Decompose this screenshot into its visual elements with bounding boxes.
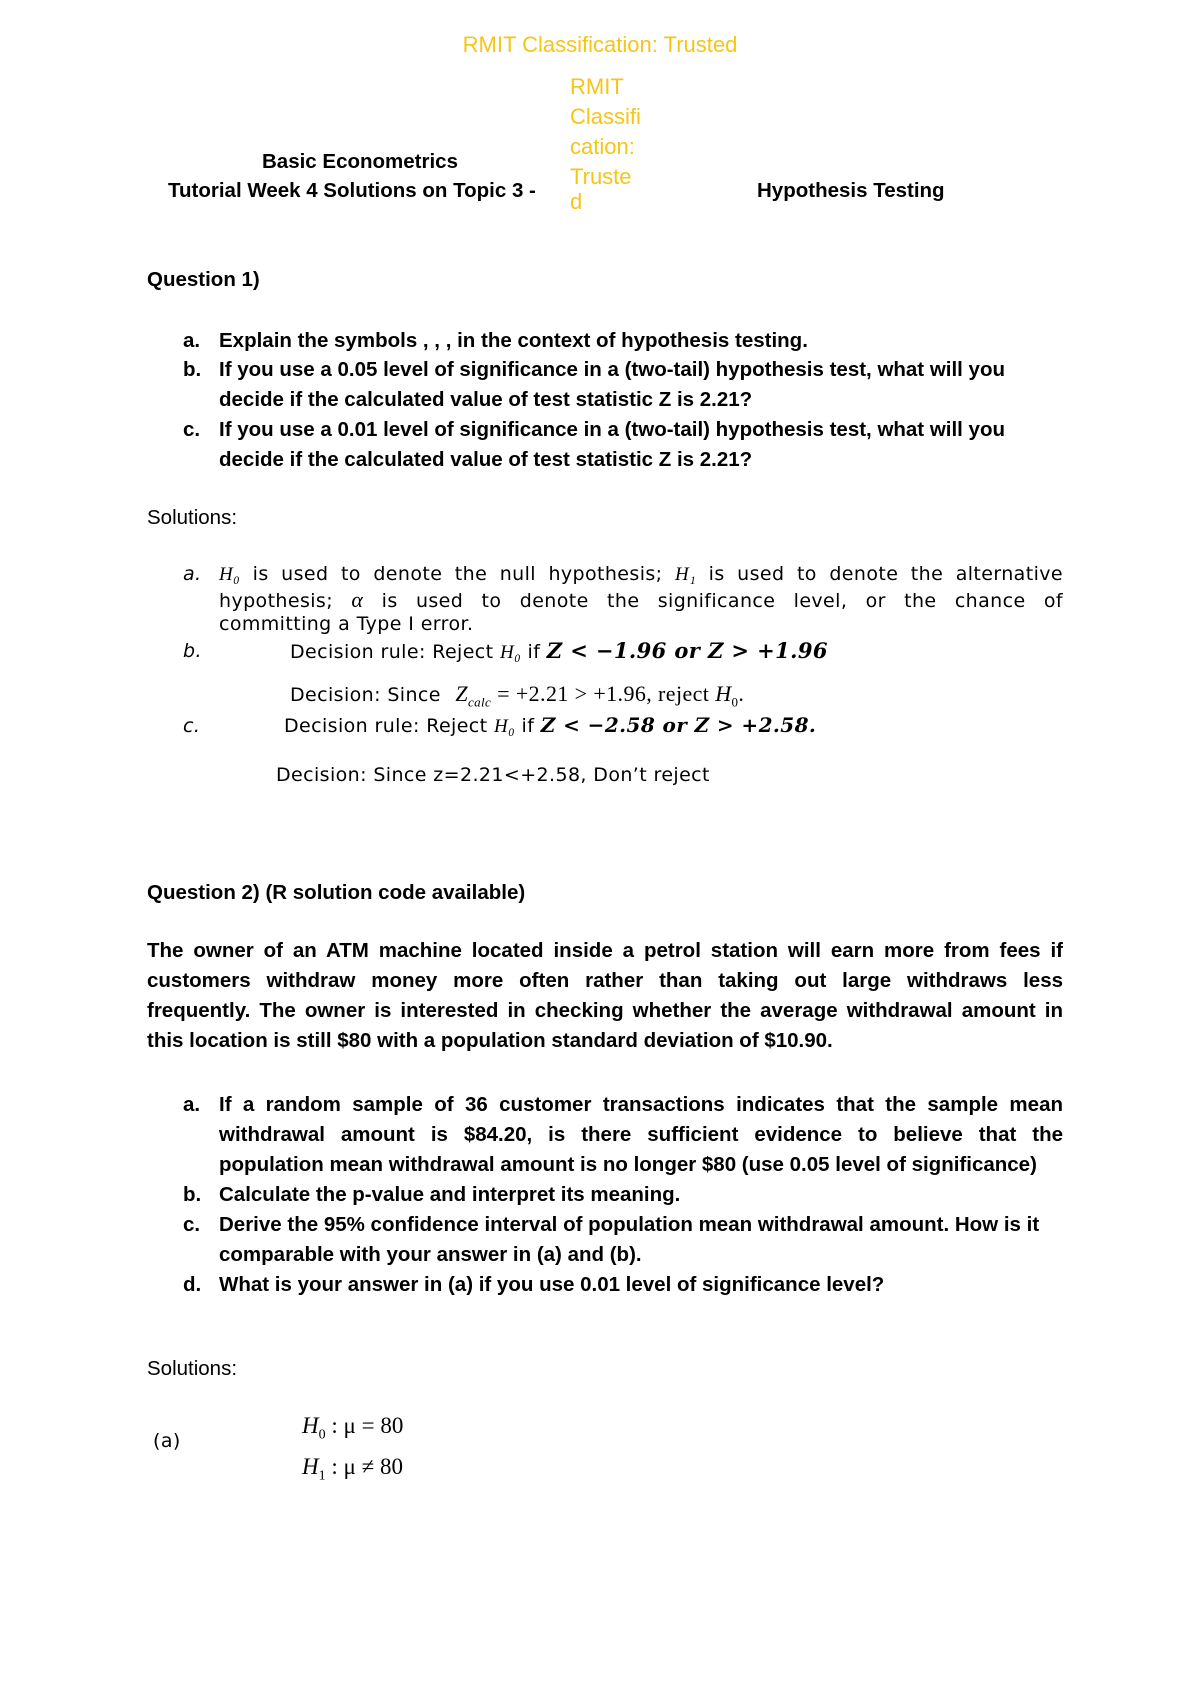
side-watermark-line: d: [570, 189, 583, 214]
q1-solutions-heading: Solutions:: [147, 506, 238, 529]
z-calc-symbol: Z: [455, 681, 468, 706]
hypothesis-subscript: 1: [318, 1468, 326, 1484]
item-label: a.: [183, 1093, 201, 1116]
course-title: Basic Econometrics: [262, 150, 458, 173]
alt-hypothesis-symbol: H₁: [675, 564, 697, 585]
solution-text: committing a Type I error.: [219, 613, 474, 635]
hypothesis-statement: : μ = 80: [331, 1413, 404, 1438]
alternative-hypothesis-equation: [302, 1454, 403, 1485]
q1-solution-c-rule: [284, 713, 816, 738]
null-hypothesis-equation: [302, 1413, 403, 1444]
solution-text: is used to denote the null hypothesis;: [252, 563, 663, 585]
item-text: Explain the symbols , , , in the context of hypothesis testing.: [219, 329, 808, 352]
null-hypothesis-symbol: H₀: [219, 564, 241, 585]
item-text: population mean withdrawal amount is no longer $80 (use 0.05 level of significance): [219, 1153, 1037, 1176]
period: .: [738, 681, 745, 706]
q1-heading: Question 1): [147, 268, 260, 291]
solution-text: hypothesis;: [219, 590, 334, 612]
item-label: b.: [183, 1183, 202, 1206]
item-text: Derive the 95% confidence interval of population mean withdrawal amount. How is it: [219, 1213, 1040, 1236]
null-hypothesis-symbol: H₀: [493, 716, 516, 737]
decision-rule-text: Decision rule: Reject: [290, 641, 494, 663]
item-text: What is your answer in (a) if you use 0.01 level of significance level?: [219, 1273, 885, 1296]
null-hypothesis-symbol: H₀: [499, 642, 522, 663]
q1-solution-c-decision: Decision: Since z=2.21<+2.58, Don’t reject: [276, 764, 710, 786]
item-text: comparable with your answer in (a) and (b).: [219, 1243, 642, 1266]
side-watermark-line: Truste: [570, 164, 632, 189]
item-text: decide if the calculated value of test statistic Z is 2.21?: [219, 388, 753, 411]
h0-subscript: 0: [731, 694, 739, 710]
paragraph-line: this location is still $80 with a population standard deviation of $10.90.: [147, 1029, 833, 1052]
if-text: if: [527, 641, 541, 663]
if-text: if: [521, 715, 535, 737]
solution-text: is used to denote the alternative: [708, 563, 1063, 585]
item-text: decide if the calculated value of test statistic Z is 2.21?: [219, 448, 753, 471]
z-calc-subscript: calc: [467, 694, 492, 710]
decision-rule-text: Decision rule: Reject: [284, 715, 488, 737]
q2-item-a: [183, 1090, 1063, 1180]
item-text: If a random sample of 36 customer transactions indicates that the sample mean: [219, 1093, 1063, 1116]
paragraph-line: frequently. The owner is interested in checking whether the average withdrawal amount in: [147, 999, 1063, 1022]
solution-label: (a): [153, 1430, 181, 1452]
item-label: b.: [183, 358, 202, 381]
solution-label: a.: [183, 563, 202, 585]
q2-item-c: [183, 1210, 1063, 1270]
q1-item-b: [183, 355, 1063, 415]
q2-paragraph: [147, 936, 1063, 1056]
classification-watermark: RMIT Classification: Trusted: [462, 32, 738, 57]
paragraph-line: The owner of an ATM machine located inside a petrol station will earn more from fees if: [147, 939, 1063, 962]
item-label: a.: [183, 329, 201, 352]
solution-text: is used to denote the significance level, or the chance of: [381, 590, 1063, 612]
tutorial-subtitle: Tutorial Week 4 Solutions on Topic 3 -: [168, 179, 536, 202]
paragraph-line: customers withdraw money more often rather than taking out large withdraws less: [147, 969, 1063, 992]
item-text: withdrawal amount is $84.20, is there sufficient evidence to believe that the: [219, 1123, 1063, 1146]
side-watermark-line: cation:: [570, 134, 635, 159]
rejection-condition: Z < −2.58 or Z > +2.58.: [540, 713, 817, 737]
side-watermark: [570, 72, 641, 212]
item-label: d.: [183, 1273, 202, 1296]
item-label: c.: [183, 418, 201, 441]
side-watermark-line: Classifi: [570, 104, 641, 129]
item-label: c.: [183, 1213, 201, 1236]
alpha-symbol: α: [351, 587, 364, 612]
hypothesis-symbol: H: [302, 1413, 319, 1438]
q1-solution-b-rule: [290, 638, 828, 664]
decision-result: = +2.21 > +1.96, reject: [497, 681, 710, 706]
q1-solution-b-decision: [290, 681, 744, 710]
null-hypothesis-symbol: H: [715, 681, 732, 706]
solution-label: b.: [183, 640, 202, 662]
q2-heading: Question 2) (R solution code available): [147, 881, 526, 904]
rejection-condition: Z < −1.96 or Z > +1.96: [546, 638, 828, 663]
hypothesis-subscript: 0: [318, 1427, 326, 1443]
q1-item-c: [183, 415, 1063, 475]
item-text: If you use a 0.05 level of significance in a (two-tail) hypothesis test, what will you: [219, 358, 1006, 381]
decision-text: Decision: Since: [290, 684, 441, 706]
hypothesis-symbol: H: [302, 1454, 319, 1479]
hypothesis-statement: : μ ≠ 80: [331, 1454, 403, 1479]
item-text: Calculate the p-value and interpret its meaning.: [219, 1183, 681, 1206]
solution-label: c.: [183, 715, 201, 737]
q2-solutions-heading: Solutions:: [147, 1357, 238, 1380]
item-text: If you use a 0.01 level of significance in a (two-tail) hypothesis test, what will you: [219, 418, 1006, 441]
topic-title: Hypothesis Testing: [757, 179, 945, 202]
side-watermark-line: RMIT: [570, 74, 624, 99]
